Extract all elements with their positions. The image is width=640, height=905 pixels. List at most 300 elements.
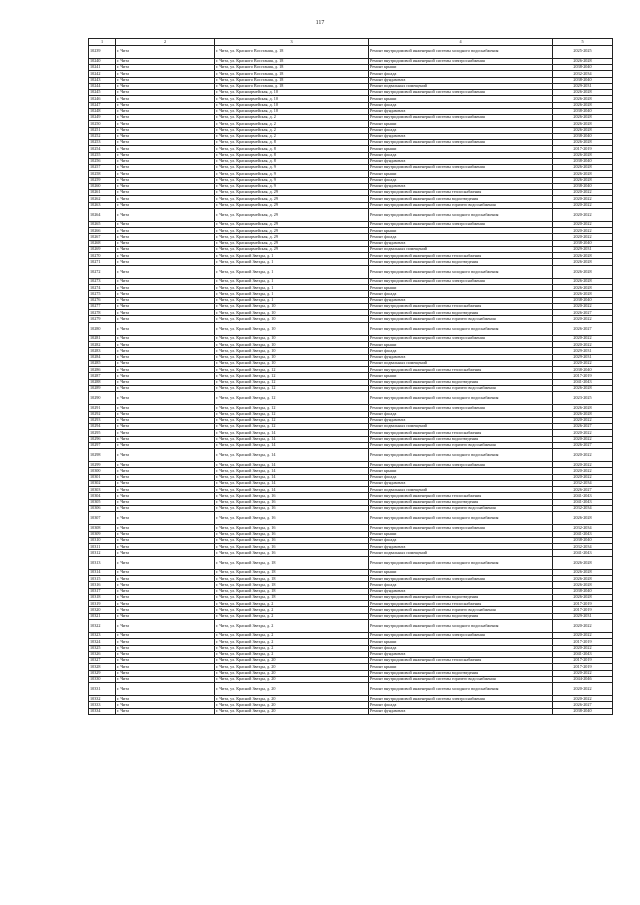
row-number-cell: 10253 bbox=[89, 140, 116, 146]
period-cell: 2026-2028 bbox=[553, 121, 613, 127]
period-cell: 2032-2034 bbox=[553, 544, 613, 550]
address-cell: г. Чита, ул. Красной Звезды, д. 20 bbox=[215, 658, 369, 664]
city-cell: г. Чита bbox=[116, 297, 215, 303]
table-row bbox=[89, 512, 613, 525]
work-type-cell: Ремонт фасада bbox=[369, 582, 553, 588]
work-type-cell: Ремонт внутридомовой инженерной системы водоотведения bbox=[369, 436, 553, 442]
city-cell: г. Чита bbox=[116, 373, 215, 379]
row-number-cell: 10248 bbox=[89, 108, 116, 114]
row-number-cell: 10269 bbox=[89, 246, 116, 252]
address-cell: г. Чита, ул. Красного Восстания, д. 18 bbox=[215, 83, 369, 89]
row-number-cell: 10245 bbox=[89, 90, 116, 96]
work-type-cell: Ремонт внутридомовой инженерной системы холодного водоснабжения bbox=[369, 208, 553, 221]
period-cell: 2026-2028 bbox=[553, 140, 613, 146]
period-cell: 2017-2019 bbox=[553, 601, 613, 607]
header-cell-work-type: 4 bbox=[369, 39, 553, 46]
address-cell: г. Чита, ул. Красной Звезды, д. 12 bbox=[215, 417, 369, 423]
work-type-cell: Ремонт внутридомовой инженерной системы электроснабжения bbox=[369, 405, 553, 411]
row-number-cell: 10311 bbox=[89, 544, 116, 550]
period-cell: 2026-2028 bbox=[553, 291, 613, 297]
row-number-cell: 10324 bbox=[89, 639, 116, 645]
work-type-cell: Ремонт крыши bbox=[369, 285, 553, 291]
row-number-cell: 10286 bbox=[89, 367, 116, 373]
address-cell: г. Чита, ул. Красноармейская, д. 2 bbox=[215, 133, 369, 139]
address-cell: г. Чита, ул. Красной Звезды, д. 14 bbox=[215, 449, 369, 462]
period-cell: 2020-2022 bbox=[553, 360, 613, 366]
period-cell: 2020-2022 bbox=[553, 683, 613, 696]
address-cell: г. Чита, ул. Красной Звезды, д. 16 bbox=[215, 531, 369, 537]
row-number-cell: 10271 bbox=[89, 259, 116, 265]
work-type-cell: Ремонт внутридомовой инженерной системы водоотведения bbox=[369, 594, 553, 600]
city-cell: г. Чита bbox=[116, 658, 215, 664]
row-number-cell: 10258 bbox=[89, 171, 116, 177]
table-row bbox=[89, 683, 613, 696]
row-number-cell: 10263 bbox=[89, 202, 116, 208]
work-type-cell: Ремонт внутридомовой инженерной системы электроснабжения bbox=[369, 278, 553, 284]
city-cell: г. Чита bbox=[116, 246, 215, 252]
work-type-cell: Ремонт внутридомовой инженерной системы электроснабжения bbox=[369, 165, 553, 171]
work-type-cell: Ремонт внутридомовой инженерной системы водоотведения bbox=[369, 259, 553, 265]
city-cell: г. Чита bbox=[116, 83, 215, 89]
work-type-cell: Ремонт подвальных помещений bbox=[369, 550, 553, 556]
city-cell: г. Чита bbox=[116, 177, 215, 183]
period-cell: 2020-2022 bbox=[553, 208, 613, 221]
row-number-cell: 10320 bbox=[89, 607, 116, 613]
city-cell: г. Чита bbox=[116, 165, 215, 171]
address-cell: г. Чита, ул. Красной Звезды, д. 2 bbox=[215, 633, 369, 639]
period-cell: 2038-2040 bbox=[553, 133, 613, 139]
city-cell: г. Чита bbox=[116, 310, 215, 316]
work-type-cell: Ремонт фундамента bbox=[369, 183, 553, 189]
city-cell: г. Чита bbox=[116, 651, 215, 657]
city-cell: г. Чита bbox=[116, 253, 215, 259]
city-cell: г. Чита bbox=[116, 633, 215, 639]
city-cell: г. Чита bbox=[116, 702, 215, 708]
work-type-cell: Ремонт внутридомовой инженерной системы холодного водоснабжения bbox=[369, 619, 553, 632]
period-cell: 2017-2019 bbox=[553, 658, 613, 664]
row-number-cell: 10255 bbox=[89, 152, 116, 158]
address-cell: г. Чита, ул. Красной Звезды, д. 1 bbox=[215, 259, 369, 265]
period-cell: 2038-2040 bbox=[553, 588, 613, 594]
header-cell-number: 1 bbox=[89, 39, 116, 46]
address-cell: г. Чита, ул. Красной Звезды, д. 2 bbox=[215, 639, 369, 645]
work-type-cell: Ремонт внутридомовой инженерной системы теплоснабжения bbox=[369, 303, 553, 309]
address-cell: г. Чита, ул. Красной Звезды, д. 16 bbox=[215, 512, 369, 525]
address-cell: г. Чита, ул. Красноармейская, д. 29 bbox=[215, 246, 369, 252]
row-number-cell: 10327 bbox=[89, 658, 116, 664]
work-type-cell: Ремонт внутридомовой инженерной системы электроснабжения bbox=[369, 58, 553, 64]
city-cell: г. Чита bbox=[116, 645, 215, 651]
address-cell: г. Чита, ул. Красноармейская, д. 8 bbox=[215, 146, 369, 152]
row-number-cell: 10251 bbox=[89, 127, 116, 133]
row-number-cell: 10296 bbox=[89, 436, 116, 442]
city-cell: г. Чита bbox=[116, 208, 215, 221]
work-type-cell: Ремонт крыши bbox=[369, 531, 553, 537]
row-number-cell: 10273 bbox=[89, 278, 116, 284]
city-cell: г. Чита bbox=[116, 316, 215, 322]
row-number-cell: 10244 bbox=[89, 83, 116, 89]
period-cell: 2026-2028 bbox=[553, 278, 613, 284]
row-number-cell: 10307 bbox=[89, 512, 116, 525]
city-cell: г. Чита bbox=[116, 525, 215, 531]
address-cell: г. Чита, ул. Красного Восстания, д. 18 bbox=[215, 45, 369, 58]
row-number-cell: 10240 bbox=[89, 58, 116, 64]
address-cell: г. Чита, ул. Красноармейская, д. 10 bbox=[215, 90, 369, 96]
address-cell: г. Чита, ул. Красной Звезды, д. 16 bbox=[215, 550, 369, 556]
period-cell: 2029-2031 bbox=[553, 83, 613, 89]
address-cell: г. Чита, ул. Красной Звезды, д. 14 bbox=[215, 468, 369, 474]
work-type-cell: Ремонт фасада bbox=[369, 645, 553, 651]
city-cell: г. Чита bbox=[116, 196, 215, 202]
work-type-cell: Ремонт внутридомовой инженерной системы горячего водоснабжения bbox=[369, 442, 553, 448]
period-cell: 2026-2027 bbox=[553, 322, 613, 335]
address-cell: г. Чита, ул. Красной Звезды, д. 18 bbox=[215, 588, 369, 594]
work-type-cell: Ремонт крыши bbox=[369, 121, 553, 127]
city-cell: г. Чита bbox=[116, 285, 215, 291]
period-cell: 2038-2040 bbox=[553, 158, 613, 164]
city-cell: г. Чита bbox=[116, 430, 215, 436]
address-cell: г. Чита, ул. Красной Звезды, д. 16 bbox=[215, 505, 369, 511]
period-cell: 2020-2022 bbox=[553, 303, 613, 309]
city-cell: г. Чита bbox=[116, 102, 215, 108]
period-cell: 2023-2025 bbox=[553, 392, 613, 405]
period-cell: 2020-2022 bbox=[553, 468, 613, 474]
row-number-cell: 10247 bbox=[89, 102, 116, 108]
row-number-cell: 10267 bbox=[89, 234, 116, 240]
work-type-cell: Ремонт фундамента bbox=[369, 354, 553, 360]
period-cell: 2026-2027 bbox=[553, 442, 613, 448]
address-cell: г. Чита, ул. Красной Звезды, д. 14 bbox=[215, 487, 369, 493]
city-cell: г. Чита bbox=[116, 582, 215, 588]
row-number-cell: 10288 bbox=[89, 379, 116, 385]
row-number-cell: 10325 bbox=[89, 645, 116, 651]
city-cell: г. Чита bbox=[116, 411, 215, 417]
period-cell: 2020-2022 bbox=[553, 417, 613, 423]
address-cell: г. Чита, ул. Красной Звезды, д. 18 bbox=[215, 594, 369, 600]
period-cell: 2026-2028 bbox=[553, 177, 613, 183]
city-cell: г. Чита bbox=[116, 335, 215, 341]
period-cell: 2017-2019 bbox=[553, 373, 613, 379]
work-type-cell: Ремонт внутридомовой инженерной системы теплоснабжения bbox=[369, 658, 553, 664]
city-cell: г. Чита bbox=[116, 183, 215, 189]
period-cell: 2026-2028 bbox=[553, 411, 613, 417]
address-cell: г. Чита, ул. Красной Звезды, д. 14 bbox=[215, 430, 369, 436]
address-cell: г. Чита, ул. Красноармейская, д. 8 bbox=[215, 152, 369, 158]
city-cell: г. Чита bbox=[116, 392, 215, 405]
city-cell: г. Чита bbox=[116, 265, 215, 278]
address-cell: г. Чита, ул. Красноармейская, д. 10 bbox=[215, 96, 369, 102]
address-cell: г. Чита, ул. Красноармейская, д. 2 bbox=[215, 127, 369, 133]
period-cell: 2032-2034 bbox=[553, 71, 613, 77]
period-cell: 2026-2028 bbox=[553, 58, 613, 64]
period-cell: 2026-2028 bbox=[553, 127, 613, 133]
period-cell: 2026-2028 bbox=[553, 259, 613, 265]
period-cell: 2038-2040 bbox=[553, 108, 613, 114]
city-cell: г. Чита bbox=[116, 601, 215, 607]
address-cell: г. Чита, ул. Красной Звезды, д. 18 bbox=[215, 556, 369, 569]
period-cell: 2032-2034 bbox=[553, 505, 613, 511]
city-cell: г. Чита bbox=[116, 708, 215, 714]
city-cell: г. Чита bbox=[116, 190, 215, 196]
address-cell: г. Чита, ул. Красноармейская, д. 9 bbox=[215, 177, 369, 183]
city-cell: г. Чита bbox=[116, 537, 215, 543]
period-cell: 2020-2022 bbox=[553, 342, 613, 348]
work-type-cell: Ремонт крыши bbox=[369, 639, 553, 645]
address-cell: г. Чита, ул. Красного Восстания, д. 18 bbox=[215, 77, 369, 83]
period-cell: 2020-2022 bbox=[553, 696, 613, 702]
address-cell: г. Чита, ул. Красной Звезды, д. 12 bbox=[215, 411, 369, 417]
row-number-cell: 10239 bbox=[89, 45, 116, 58]
address-cell: г. Чита, ул. Красной Звезды, д. 18 bbox=[215, 582, 369, 588]
row-number-cell: 10282 bbox=[89, 342, 116, 348]
row-number-cell: 10318 bbox=[89, 594, 116, 600]
address-cell: г. Чита, ул. Красной Звезды, д. 2 bbox=[215, 613, 369, 619]
table-row bbox=[89, 449, 613, 462]
work-type-cell: Ремонт фасада bbox=[369, 102, 553, 108]
work-type-cell: Ремонт внутридомовой инженерной системы водоотведения bbox=[369, 670, 553, 676]
city-cell: г. Чита bbox=[116, 664, 215, 670]
row-number-cell: 10294 bbox=[89, 424, 116, 430]
period-cell: 2032-2034 bbox=[553, 480, 613, 486]
city-cell: г. Чита bbox=[116, 676, 215, 682]
address-cell: г. Чита, ул. Красноармейская, д. 10 bbox=[215, 102, 369, 108]
work-type-cell: Ремонт внутридомовой инженерной системы теплоснабжения bbox=[369, 493, 553, 499]
table-row bbox=[89, 619, 613, 632]
work-type-cell: Ремонт крыши bbox=[369, 146, 553, 152]
work-type-cell: Ремонт внутридомовой инженерной системы горячего водоснабжения bbox=[369, 202, 553, 208]
address-cell: г. Чита, ул. Красной Звезды, д. 20 bbox=[215, 676, 369, 682]
city-cell: г. Чита bbox=[116, 493, 215, 499]
address-cell: г. Чита, ул. Красного Восстания, д. 18 bbox=[215, 71, 369, 77]
period-cell: 2038-2040 bbox=[553, 708, 613, 714]
row-number-cell: 10292 bbox=[89, 411, 116, 417]
address-cell: г. Чита, ул. Красной Звезды, д. 20 bbox=[215, 683, 369, 696]
period-cell: 2041-2043 bbox=[553, 493, 613, 499]
period-cell: 2026-2028 bbox=[553, 385, 613, 391]
period-cell: 2041-2043 bbox=[553, 499, 613, 505]
work-type-cell: Ремонт фасада bbox=[369, 127, 553, 133]
address-cell: г. Чита, ул. Красной Звезды, д. 20 bbox=[215, 664, 369, 670]
city-cell: г. Чита bbox=[116, 259, 215, 265]
work-type-cell: Ремонт подвальных помещений bbox=[369, 246, 553, 252]
city-cell: г. Чита bbox=[116, 487, 215, 493]
period-cell: 2020-2022 bbox=[553, 670, 613, 676]
row-number-cell: 10252 bbox=[89, 133, 116, 139]
city-cell: г. Чита bbox=[116, 115, 215, 121]
period-cell: 2041-2043 bbox=[553, 531, 613, 537]
address-cell: г. Чита, ул. Красноармейская, д. 9 bbox=[215, 165, 369, 171]
address-cell: г. Чита, ул. Красной Звезды, д. 16 bbox=[215, 537, 369, 543]
address-cell: г. Чита, ул. Красной Звезды, д. 2 bbox=[215, 651, 369, 657]
work-type-cell: Ремонт внутридомовой инженерной системы холодного водоснабжения bbox=[369, 265, 553, 278]
work-type-cell: Ремонт подвальных помещений bbox=[369, 487, 553, 493]
header-cell-period: 5 bbox=[553, 39, 613, 46]
row-number-cell: 10315 bbox=[89, 576, 116, 582]
row-number-cell: 10242 bbox=[89, 71, 116, 77]
work-type-cell: Ремонт фундамента bbox=[369, 158, 553, 164]
address-cell: г. Чита, ул. Красного Восстания, д. 18 bbox=[215, 65, 369, 71]
address-cell: г. Чита, ул. Красноармейская, д. 29 bbox=[215, 234, 369, 240]
period-cell: 2038-2040 bbox=[553, 297, 613, 303]
city-cell: г. Чита bbox=[116, 405, 215, 411]
city-cell: г. Чита bbox=[116, 436, 215, 442]
address-cell: г. Чита, ул. Красной Звезды, д. 1 bbox=[215, 297, 369, 303]
city-cell: г. Чита bbox=[116, 65, 215, 71]
address-cell: г. Чита, ул. Красной Звезды, д. 20 bbox=[215, 670, 369, 676]
city-cell: г. Чита bbox=[116, 544, 215, 550]
period-cell: 2041-2043 bbox=[553, 379, 613, 385]
period-cell: 2026-2028 bbox=[553, 96, 613, 102]
row-number-cell: 10304 bbox=[89, 493, 116, 499]
work-type-cell: Ремонт подвальных помещений bbox=[369, 360, 553, 366]
work-type-cell: Ремонт внутридомовой инженерной системы электроснабжения bbox=[369, 140, 553, 146]
row-number-cell: 10280 bbox=[89, 322, 116, 335]
table-row bbox=[89, 322, 613, 335]
city-cell: г. Чита bbox=[116, 348, 215, 354]
work-type-cell: Ремонт фундамента bbox=[369, 108, 553, 114]
address-cell: г. Чита, ул. Красной Звезды, д. 2 bbox=[215, 619, 369, 632]
work-type-cell: Ремонт фундамента bbox=[369, 651, 553, 657]
work-type-cell: Ремонт внутридомовой инженерной системы водоотведения bbox=[369, 613, 553, 619]
period-cell: 2026-2028 bbox=[553, 253, 613, 259]
work-type-cell: Ремонт фасада bbox=[369, 291, 553, 297]
work-type-cell: Ремонт внутридомовой инженерной системы теплоснабжения bbox=[369, 190, 553, 196]
period-cell: 2044-2046 bbox=[553, 676, 613, 682]
work-type-cell: Ремонт внутридомовой инженерной системы горячего водоснабжения bbox=[369, 607, 553, 613]
work-type-cell: Ремонт внутридомовой инженерной системы электроснабжения bbox=[369, 90, 553, 96]
city-cell: г. Чита bbox=[116, 385, 215, 391]
work-type-cell: Ремонт крыши bbox=[369, 65, 553, 71]
address-cell: г. Чита, ул. Красноармейская, д. 29 bbox=[215, 221, 369, 227]
address-cell: г. Чита, ул. Красноармейская, д. 10 bbox=[215, 108, 369, 114]
address-cell: г. Чита, ул. Красной Звезды, д. 10 bbox=[215, 303, 369, 309]
row-number-cell: 10332 bbox=[89, 696, 116, 702]
city-cell: г. Чита bbox=[116, 462, 215, 468]
address-cell: г. Чита, ул. Красной Звезды, д. 14 bbox=[215, 474, 369, 480]
work-type-cell: Ремонт фасада bbox=[369, 474, 553, 480]
address-cell: г. Чита, ул. Красноармейская, д. 9 bbox=[215, 171, 369, 177]
period-cell: 2020-2022 bbox=[553, 335, 613, 341]
address-cell: г. Чита, ул. Красной Звезды, д. 10 bbox=[215, 354, 369, 360]
period-cell: 2032-2034 bbox=[553, 525, 613, 531]
period-cell: 2020-2022 bbox=[553, 645, 613, 651]
work-type-cell: Ремонт внутридомовой инженерной системы теплоснабжения bbox=[369, 367, 553, 373]
city-cell: г. Чита bbox=[116, 342, 215, 348]
row-number-cell: 10257 bbox=[89, 165, 116, 171]
row-number-cell: 10256 bbox=[89, 158, 116, 164]
work-type-cell: Ремонт фасада bbox=[369, 71, 553, 77]
row-number-cell: 10277 bbox=[89, 303, 116, 309]
row-number-cell: 10291 bbox=[89, 405, 116, 411]
row-number-cell: 10302 bbox=[89, 480, 116, 486]
row-number-cell: 10312 bbox=[89, 550, 116, 556]
row-number-cell: 10308 bbox=[89, 525, 116, 531]
row-number-cell: 10321 bbox=[89, 613, 116, 619]
work-type-cell: Ремонт внутридомовой инженерной системы электроснабжения bbox=[369, 633, 553, 639]
work-type-cell: Ремонт внутридомовой инженерной системы холодного водоснабжения bbox=[369, 449, 553, 462]
work-type-cell: Ремонт внутридомовой инженерной системы холодного водоснабжения bbox=[369, 45, 553, 58]
address-cell: г. Чита, ул. Красной Звезды, д. 16 bbox=[215, 493, 369, 499]
period-cell: 2020-2022 bbox=[553, 430, 613, 436]
period-cell: 2020-2022 bbox=[553, 619, 613, 632]
row-number-cell: 10275 bbox=[89, 291, 116, 297]
city-cell: г. Чита bbox=[116, 360, 215, 366]
period-cell: 2020-2022 bbox=[553, 449, 613, 462]
city-cell: г. Чита bbox=[116, 133, 215, 139]
period-cell: 2038-2040 bbox=[553, 77, 613, 83]
address-cell: г. Чита, ул. Красной Звезды, д. 1 bbox=[215, 291, 369, 297]
row-number-cell: 10328 bbox=[89, 664, 116, 670]
period-cell: 2020-2022 bbox=[553, 202, 613, 208]
work-type-cell: Ремонт фасада bbox=[369, 348, 553, 354]
city-cell: г. Чита bbox=[116, 683, 215, 696]
city-cell: г. Чита bbox=[116, 278, 215, 284]
address-cell: г. Чита, ул. Красной Звезды, д. 16 bbox=[215, 544, 369, 550]
city-cell: г. Чита bbox=[116, 512, 215, 525]
period-cell: 2020-2022 bbox=[553, 474, 613, 480]
work-type-cell: Ремонт внутридомовой инженерной системы холодного водоснабжения bbox=[369, 512, 553, 525]
work-type-cell: Ремонт крыши bbox=[369, 228, 553, 234]
period-cell: 2029-2031 bbox=[553, 354, 613, 360]
address-cell: г. Чита, ул. Красной Звезды, д. 2 bbox=[215, 601, 369, 607]
city-cell: г. Чита bbox=[116, 449, 215, 462]
address-cell: г. Чита, ул. Красной Звезды, д. 12 bbox=[215, 385, 369, 391]
period-cell: 2020-2022 bbox=[553, 190, 613, 196]
address-cell: г. Чита, ул. Красной Звезды, д. 20 bbox=[215, 696, 369, 702]
address-cell: г. Чита, ул. Красной Звезды, д. 1 bbox=[215, 265, 369, 278]
work-type-cell: Ремонт внутридомовой инженерной системы горячего водоснабжения bbox=[369, 316, 553, 322]
work-type-cell: Ремонт фундамента bbox=[369, 77, 553, 83]
period-cell: 2026-2028 bbox=[553, 152, 613, 158]
row-number-cell: 10278 bbox=[89, 310, 116, 316]
table-row bbox=[89, 556, 613, 569]
address-cell: г. Чита, ул. Красной Звезды, д. 1 bbox=[215, 285, 369, 291]
work-type-cell: Ремонт внутридомовой инженерной системы водоотведения bbox=[369, 310, 553, 316]
work-type-cell: Ремонт внутридомовой инженерной системы водоотведения bbox=[369, 196, 553, 202]
period-cell: 2038-2040 bbox=[553, 537, 613, 543]
city-cell: г. Чита bbox=[116, 322, 215, 335]
address-cell: г. Чита, ул. Красной Звезды, д. 10 bbox=[215, 342, 369, 348]
row-number-cell: 10261 bbox=[89, 190, 116, 196]
address-cell: г. Чита, ул. Красной Звезды, д. 14 bbox=[215, 462, 369, 468]
period-cell: 2026-2028 bbox=[553, 582, 613, 588]
period-cell: 2017-2019 bbox=[553, 639, 613, 645]
work-type-cell: Ремонт внутридомовой инженерной системы холодного водоснабжения bbox=[369, 322, 553, 335]
address-cell: г. Чита, ул. Красноармейская, д. 29 bbox=[215, 228, 369, 234]
work-type-cell: Ремонт фундамента bbox=[369, 708, 553, 714]
address-cell: г. Чита, ул. Красной Звезды, д. 12 bbox=[215, 405, 369, 411]
table-header-row bbox=[89, 39, 613, 46]
work-type-cell: Ремонт внутридомовой инженерной системы электроснабжения bbox=[369, 525, 553, 531]
row-number-cell: 10293 bbox=[89, 417, 116, 423]
work-type-cell: Ремонт крыши bbox=[369, 342, 553, 348]
address-cell: г. Чита, ул. Красноармейская, д. 29 bbox=[215, 202, 369, 208]
table-row bbox=[89, 708, 613, 714]
address-cell: г. Чита, ул. Красной Звезды, д. 10 bbox=[215, 316, 369, 322]
work-type-cell: Ремонт внутридомовой инженерной системы горячего водоснабжения bbox=[369, 505, 553, 511]
row-number-cell: 10276 bbox=[89, 297, 116, 303]
row-number-cell: 10284 bbox=[89, 354, 116, 360]
work-type-cell: Ремонт фасада bbox=[369, 537, 553, 543]
city-cell: г. Чита bbox=[116, 291, 215, 297]
work-type-cell: Ремонт подвальных помещений bbox=[369, 83, 553, 89]
row-number-cell: 10268 bbox=[89, 240, 116, 246]
row-number-cell: 10279 bbox=[89, 316, 116, 322]
period-cell: 2026-2028 bbox=[553, 115, 613, 121]
city-cell: г. Чита bbox=[116, 556, 215, 569]
city-cell: г. Чита bbox=[116, 670, 215, 676]
city-cell: г. Чита bbox=[116, 619, 215, 632]
